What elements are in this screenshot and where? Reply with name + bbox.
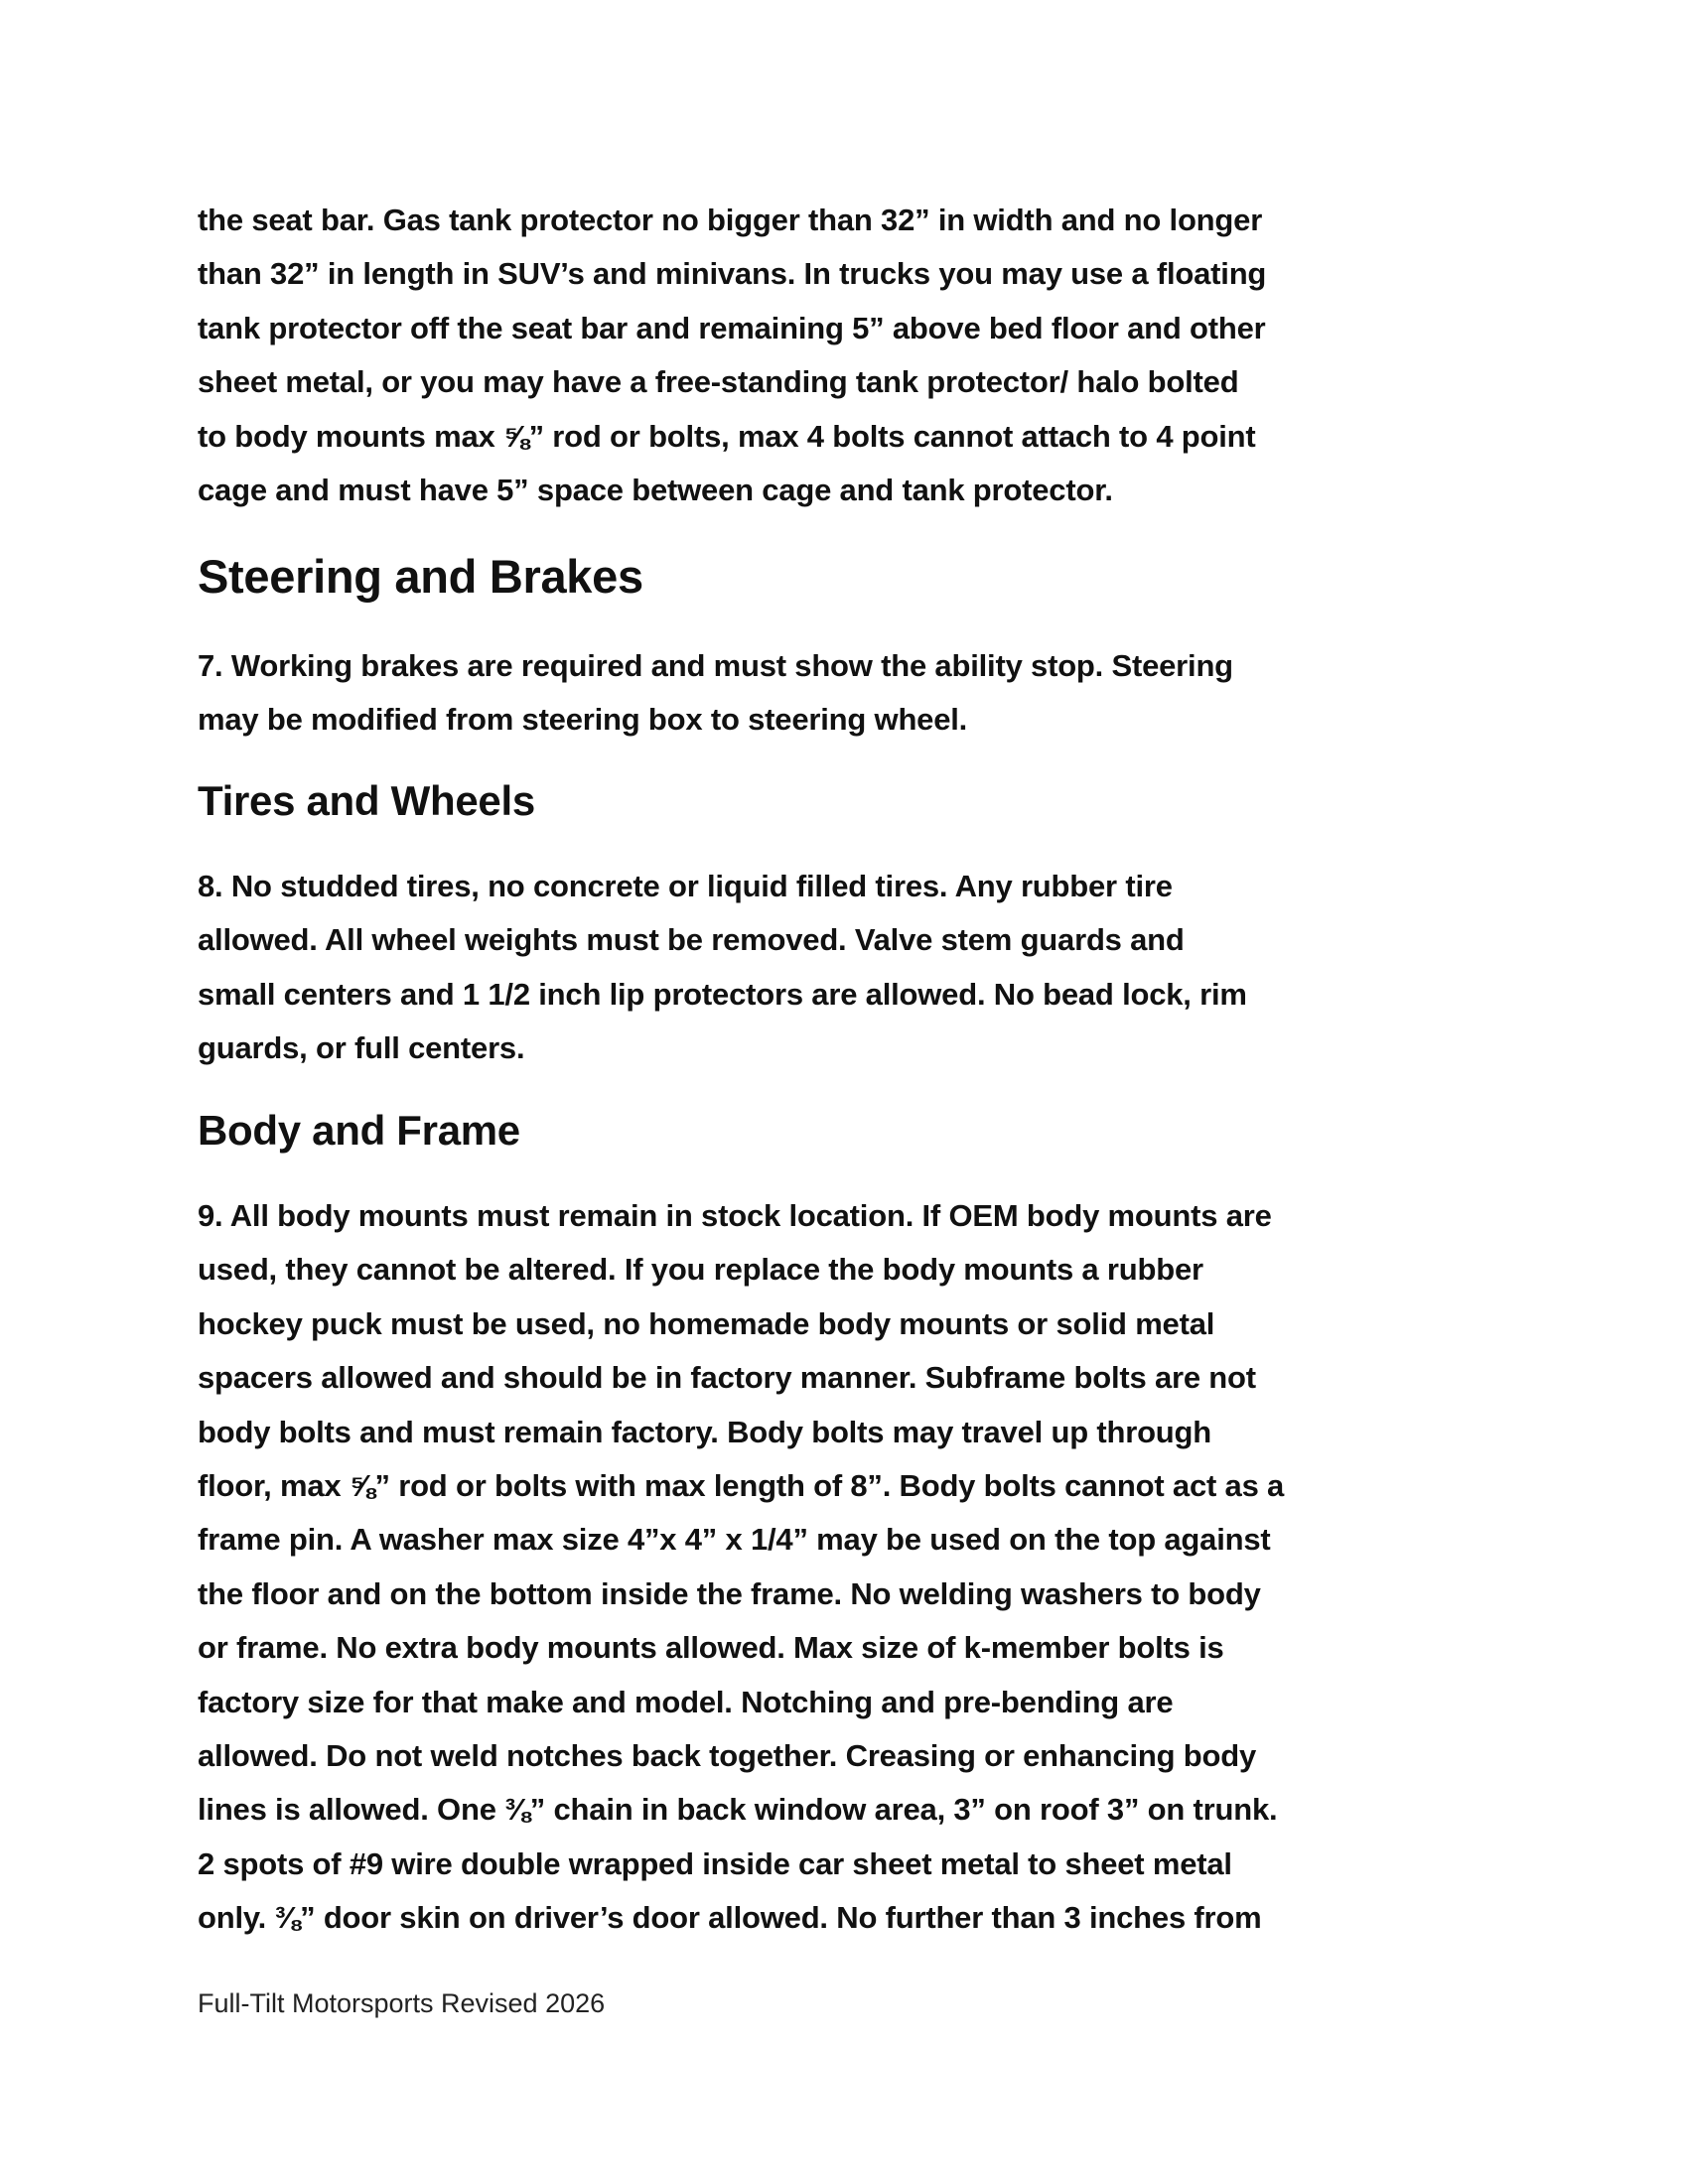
text-line: sheet metal, or you may have a free-standing tank protector/ halo bolted <box>198 364 1239 400</box>
text-line: the floor and on the bottom inside the frame. No welding washers to body <box>198 1575 1261 1611</box>
text-line: used, they cannot be altered. If you replace the body mounts a rubber <box>198 1252 1203 1288</box>
text-line: or frame. No extra body mounts allowed. Max size of k-member bolts is <box>198 1630 1224 1666</box>
text-line: than 32” in length in SUV’s and minivans. In trucks you may use a floating <box>198 256 1267 292</box>
text-line: 8. No studded tires, no concrete or liquid filled tires. Any rubber tire <box>198 869 1173 903</box>
text-line: to body mounts max ⅝” rod or bolts, max 4 bolts cannot attach to 4 point <box>198 418 1256 454</box>
text-line: hockey puck must be used, no homemade body mounts or solid metal <box>198 1305 1215 1341</box>
text-line: may be modified from steering box to steering wheel. <box>198 702 968 738</box>
text-line: only. ⅜” door skin on driver’s door allowed. No further than 3 inches from <box>198 1900 1262 1936</box>
text-line: factory size for that make and model. Notching and pre-bending are <box>198 1684 1174 1719</box>
text-line: the seat bar. Gas tank protector no bigger than 32” in width and no longer <box>198 203 1263 237</box>
text-line: allowed. Do not weld notches back together. Creasing or enhancing body <box>198 1738 1256 1774</box>
text-line: lines is allowed. One ⅜” chain in back window area, 3” on roof 3” on trunk. <box>198 1792 1278 1828</box>
paragraph-8 <box>198 860 1247 1076</box>
text-line: guards, or full centers. <box>198 1030 525 1066</box>
text-line: small centers and 1 1/2 inch lip protectors are allowed. No bead lock, rim <box>198 976 1247 1012</box>
heading-steering-and-brakes: Steering and Brakes <box>198 550 643 603</box>
page-footer: Full-Tilt Motorsports Revised 2026 <box>198 1988 606 2018</box>
text-line: 9. All body mounts must remain in stock location. If OEM body mounts are <box>198 1198 1272 1233</box>
text-line: floor, max ⅝” rod or bolts with max length of 8”. Body bolts cannot act as a <box>198 1468 1285 1504</box>
heading-body-and-frame: Body and Frame <box>198 1107 520 1154</box>
text-line: body bolts and must remain factory. Body bolts may travel up through <box>198 1414 1212 1449</box>
text-line: cage and must have 5” space between cage and tank protector. <box>198 473 1113 508</box>
paragraph-7 <box>198 639 1233 748</box>
text-line: allowed. All wheel weights must be removed. Valve stem guards and <box>198 922 1185 958</box>
heading-tires-and-wheels: Tires and Wheels <box>198 777 535 824</box>
text-line: 7. Working brakes are required and must show the ability stop. Steering <box>198 648 1233 683</box>
text-line: 2 spots of #9 wire double wrapped inside car sheet metal to sheet metal <box>198 1845 1232 1881</box>
paragraph-9 <box>198 1189 1284 1946</box>
continued-paragraph <box>198 194 1266 517</box>
text-line: spacers allowed and should be in factory manner. Subframe bolts are not <box>198 1360 1256 1396</box>
text-line: frame pin. A washer max size 4”x 4” x 1/4” may be used on the top against <box>198 1522 1271 1558</box>
text-line: tank protector off the seat bar and remaining 5” above bed floor and other <box>198 310 1266 345</box>
